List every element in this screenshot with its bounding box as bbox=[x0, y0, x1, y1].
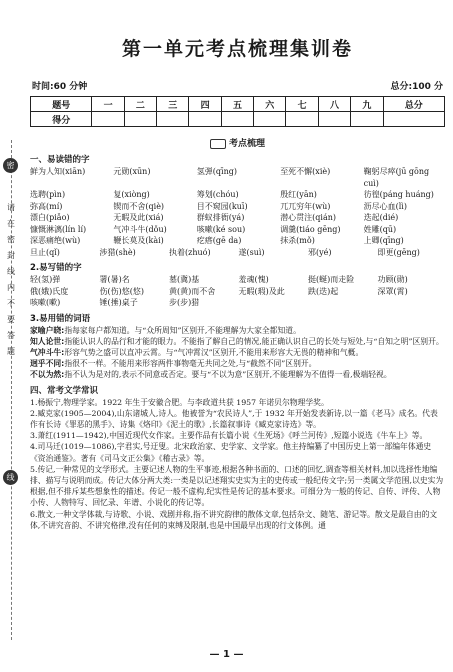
score-cell[interactable] bbox=[124, 112, 156, 127]
word-item: 鞠躬尽瘁(jū gōng cuì) bbox=[363, 167, 430, 188]
word-item: 鲜为人知(xiān) bbox=[30, 167, 86, 176]
exam-title: 第一单元考点梳理集训卷 bbox=[121, 38, 353, 60]
score-value-row bbox=[31, 112, 445, 127]
literature-item: 2.臧克家(1905—2004),山东诸城人,诗人。他被誉为“农民诗人”,于 1932 年开始发表新诗,以一篇《老马》成名。代表作有长诗《罪恶的黑手》、诗集《烙印》《泥土的歌》,长篇叙事诗《臧克家诗选》等。 bbox=[30, 408, 438, 429]
section-title: 考点梳理 bbox=[228, 139, 265, 149]
heading-easy-misuse: 3.易用错的词语 bbox=[30, 313, 91, 324]
literature-item: 4.司马迁(1019—1086),字君实,号迂叟。北宋政治家、史学家、文学家。他主持编纂了中国历史上第一部编年体通史《资治通鉴》。著有《司马文正公集》《稽古录》等。 bbox=[30, 442, 432, 463]
literature-list bbox=[30, 397, 445, 531]
score-label: 总分:100 分 bbox=[390, 82, 443, 92]
word-item: 兀兀穷年(wù) bbox=[280, 201, 331, 211]
word-item: 弥高(mí) bbox=[30, 201, 63, 211]
score-cell[interactable] bbox=[189, 112, 221, 127]
word-item: 无暇及此(xiá) bbox=[113, 213, 164, 222]
seal-mark-top: 密 bbox=[3, 158, 18, 173]
word-item: 群蚁排衙(yá) bbox=[196, 213, 245, 222]
score-cell[interactable] bbox=[286, 112, 318, 127]
score-header-cell: 五 bbox=[221, 97, 253, 112]
literature-item: 1.杨振宁,物理学家。1922 年生于安徽合肥。与李政道共获 1957 年诺贝尔物理学奖。 bbox=[30, 397, 329, 407]
word-item: 至死不懈(xiè) bbox=[280, 167, 331, 176]
misuse-item: 迥乎不同:指很不一样。不能用来形容两件事物毫无共同之处,与“截然不同”区别开。 bbox=[30, 359, 317, 369]
word-item: 黄(黄)而不舍 bbox=[169, 286, 216, 296]
heading-easy-read: 一、易读错的字 bbox=[30, 155, 90, 165]
word-item: 步(步)猎 bbox=[169, 298, 200, 307]
word-item: 锲而不舍(qiè) bbox=[113, 201, 165, 211]
section-banner bbox=[30, 136, 445, 149]
word-item: 彷徨(páng huáng) bbox=[363, 190, 434, 199]
score-cell[interactable] bbox=[383, 112, 445, 127]
literature-item: 5.传记,一种常见的文学形式。主要记述人物的生平事迹,根据各种书面的、口述的回忆,调查等相关材料,加以选择性地编排、描写与说明而成。传记大体分两大类:一类是以记述翔实史实为主的史传或一般纪传文字;另一类属文学范围,以史实为根据,但不排斥某些想象性的描述。传记一般不虚构,纪实性是传记的基本要求。可细分为一般的传记、自传、评传、人物小传、人物特写、回忆录、年谱、小说化的传记等。 bbox=[30, 464, 444, 508]
word-item: 遂(suì) bbox=[238, 247, 265, 257]
easy-write-words bbox=[30, 274, 445, 309]
exam-meta bbox=[30, 79, 445, 92]
score-header-cell: 三 bbox=[157, 97, 189, 112]
score-header-cell: 总分 bbox=[383, 97, 445, 112]
literature-item: 6.散文,一种文学体裁,与诗歌、小说、戏剧并称,指不讲究韵律的散体文章,包括杂文、随笔、游记等。散文是最自由的文体,不讲究音韵、不讲究格律,没有任何的束缚及限制,也是中国最早出现的行文体例。通 bbox=[30, 509, 438, 530]
word-item: 慷慨淋漓(lín lí) bbox=[30, 224, 87, 234]
score-cell[interactable] bbox=[157, 112, 189, 127]
word-item: 涉猎(shè) bbox=[99, 247, 136, 257]
word-item: 深罩(霄) bbox=[377, 286, 408, 296]
score-cell[interactable] bbox=[221, 112, 253, 127]
score-row-label: 得分 bbox=[31, 112, 92, 127]
word-item: 元勋(xūn) bbox=[113, 167, 151, 176]
word-item: 筹划(chóu) bbox=[196, 190, 239, 199]
score-cell[interactable] bbox=[351, 112, 383, 127]
word-item: 执着(zhuó) bbox=[169, 247, 211, 257]
score-header-row bbox=[31, 97, 445, 112]
score-cell[interactable] bbox=[254, 112, 286, 127]
score-header-cell: 九 bbox=[351, 97, 383, 112]
word-item: 轻(氢)弹 bbox=[30, 275, 61, 284]
misuse-item: 家喻户晓:指每家每户都知道。与“众所周知”区别开,不能理解为大家全都知道。 bbox=[30, 325, 301, 335]
easy-read-words bbox=[30, 166, 445, 247]
word-item: 即更(gēng) bbox=[377, 247, 420, 257]
word-item: 咳嗽(ké sou) bbox=[196, 224, 246, 234]
word-item: 挺(蜒)而走险 bbox=[308, 275, 355, 284]
score-header-cell: 七 bbox=[286, 97, 318, 112]
word-item: 选聘(pìn) bbox=[30, 190, 66, 199]
word-item: 旦止(qǐ) bbox=[30, 247, 60, 257]
word-item: 羞魂(愧) bbox=[238, 275, 269, 284]
heading-literature: 四、常考文学常识 bbox=[30, 385, 99, 396]
pen-icon bbox=[210, 139, 226, 149]
word-item: 上卿(qīng) bbox=[363, 236, 404, 245]
misuse-list bbox=[30, 325, 445, 381]
word-item: 姓雕(qū) bbox=[363, 224, 397, 234]
word-item: 气冲斗牛(dǒu) bbox=[113, 224, 167, 234]
score-cell[interactable] bbox=[92, 112, 124, 127]
word-item: 锤(捶)桌子 bbox=[99, 298, 138, 307]
word-item: 迭起(dié) bbox=[363, 213, 399, 222]
word-item: 调羹(tiáo gēng) bbox=[280, 224, 341, 234]
word-item: 疙瘩(gē da) bbox=[196, 236, 242, 245]
word-item: 邪(yé) bbox=[308, 247, 332, 257]
word-item: 潜心贯注(qián) bbox=[280, 213, 337, 222]
score-header-cell: 四 bbox=[189, 97, 221, 112]
seal-instruction-top: 请 在 密 封 线 内 不 要 答 题 bbox=[7, 203, 15, 356]
time-label: 时间:60 分钟 bbox=[32, 82, 88, 92]
word-item: 功顾(勋) bbox=[377, 275, 408, 284]
heading-easy-write: 2.易写错的字 bbox=[30, 263, 82, 273]
seal-mark-bottom: 线 bbox=[3, 470, 18, 485]
binding-strip bbox=[0, 140, 22, 640]
word-item: 复(xiòng) bbox=[113, 190, 150, 199]
word-item: 氢弹(qīng) bbox=[196, 167, 237, 176]
word-item: 漂白(piǎo) bbox=[30, 213, 70, 222]
score-header-cell: 二 bbox=[124, 97, 156, 112]
word-item: 深恶痛绝(wù) bbox=[30, 236, 81, 245]
word-item: 咳嗽(嗽) bbox=[30, 298, 61, 307]
score-cell[interactable] bbox=[318, 112, 350, 127]
misuse-item: 知人论世:指能认识人的品行和才能的眼力。不能指了解自己的情况,能正确认识自己的长处与短处,与“自知之明”区别开。 bbox=[30, 336, 444, 346]
word-item: 目不窥园(kuī) bbox=[196, 201, 248, 211]
score-header-cell: 六 bbox=[254, 97, 286, 112]
word-item: 墓(冀)基 bbox=[169, 275, 200, 284]
misuse-item: 气冲斗牛:形容气势之盛可以直冲云霄。与“气冲霄汉”区别开,不能用来形容大无畏的精神和气概。 bbox=[30, 347, 364, 357]
score-table bbox=[30, 96, 445, 127]
word-item: 无暇(瑕)及此 bbox=[238, 286, 285, 296]
page-number: — 1 — bbox=[209, 649, 244, 660]
score-header-cell: 八 bbox=[318, 97, 350, 112]
score-header-cell: 一 bbox=[92, 97, 124, 112]
word-item: 沥尽心血(lì) bbox=[363, 201, 407, 211]
misuse-item: 不以为然:指不认为是对的,表示不同意或否定。要与“不以为意”区别开,不能理解为不值得一看,极端轻视。 bbox=[30, 370, 392, 380]
word-item: 鞭长莫及(kài) bbox=[113, 236, 164, 245]
score-header-cell: 题号 bbox=[31, 97, 92, 112]
literature-item: 3.萧红(1911—1942),中国近现代女作家。主要作品有长篇小说《生死场》《呼兰河传》,短篇小说选《牛车上》等。 bbox=[30, 431, 428, 441]
word-item: 殷红(yān) bbox=[280, 190, 317, 199]
exam-page bbox=[30, 0, 445, 531]
word-item: 跌(迭)起 bbox=[308, 286, 339, 296]
easy-read-words-last bbox=[30, 247, 445, 259]
word-item: 俄(娥)氏度 bbox=[30, 286, 69, 296]
word-item: 抹杀(mǒ) bbox=[280, 236, 315, 245]
word-item: 伤(伤)悠(悠) bbox=[99, 286, 144, 296]
word-item: 署(暑)名 bbox=[99, 275, 130, 284]
